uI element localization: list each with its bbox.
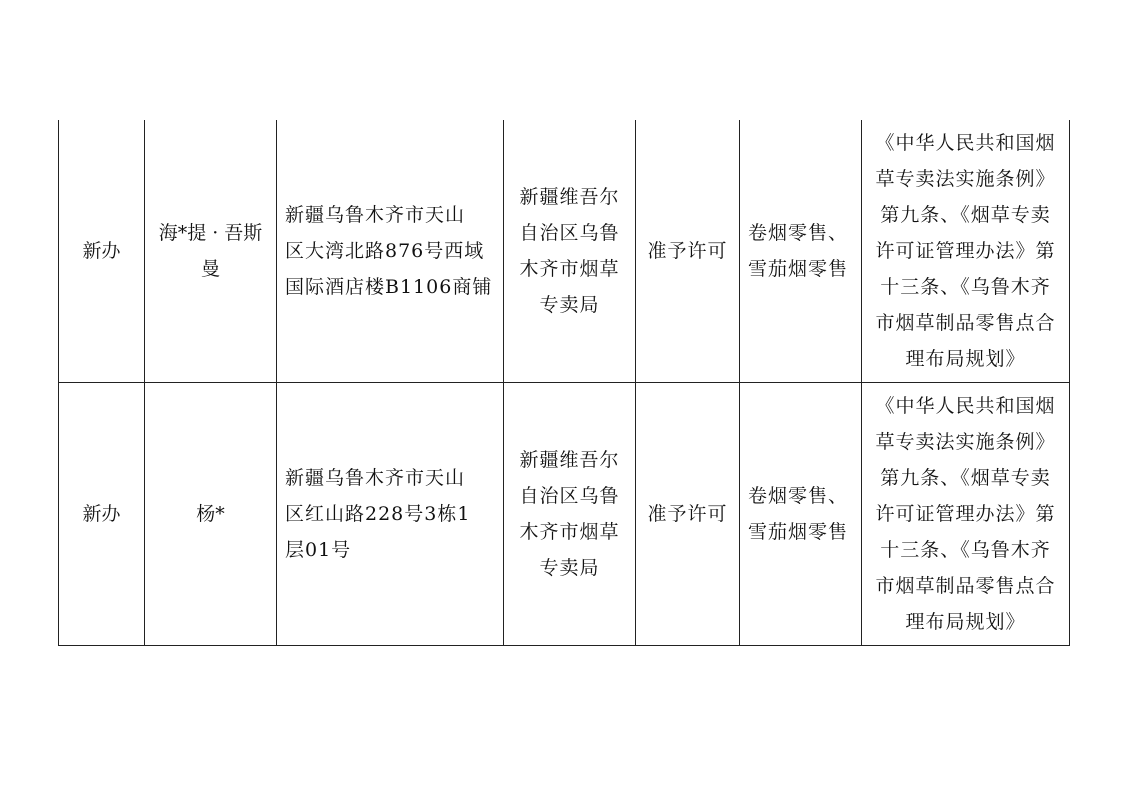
table-row	[59, 120, 1070, 383]
applicant-name-cell: 杨*	[145, 383, 277, 646]
business-scope-cell: 卷烟零售、 雪茄烟零售	[740, 383, 862, 646]
legal-basis-cell: 《中华人民共和国烟 草专卖法实施条例》 第九条、《烟草专卖 许可证管理办法》第 十三条、《乌鲁木齐 市烟草制品零售点合 理布局规划》	[862, 120, 1070, 383]
application-type-cell: 新办	[59, 383, 145, 646]
decision-cell: 准予许可	[636, 383, 740, 646]
decision-cell: 准予许可	[636, 120, 740, 383]
application-type-cell: 新办	[59, 120, 145, 383]
issuing-authority-cell: 新疆维吾尔 自治区乌鲁 木齐市烟草 专卖局	[504, 383, 636, 646]
table-row	[59, 383, 1070, 646]
issuing-authority-cell: 新疆维吾尔 自治区乌鲁 木齐市烟草 专卖局	[504, 120, 636, 383]
business-address-cell: 新疆乌鲁木齐市天山 区红山路228号3栋1 层01号	[277, 383, 504, 646]
business-address-cell: 新疆乌鲁木齐市天山 区大湾北路876号西域 国际酒店楼B1106商铺	[277, 120, 504, 383]
applicant-name-cell: 海*提 · 吾斯 曼	[145, 120, 277, 383]
license-table	[58, 120, 1070, 646]
legal-basis-cell: 《中华人民共和国烟 草专卖法实施条例》 第九条、《烟草专卖 许可证管理办法》第 十三条、《乌鲁木齐 市烟草制品零售点合 理布局规划》	[862, 383, 1070, 646]
business-scope-cell: 卷烟零售、 雪茄烟零售	[740, 120, 862, 383]
